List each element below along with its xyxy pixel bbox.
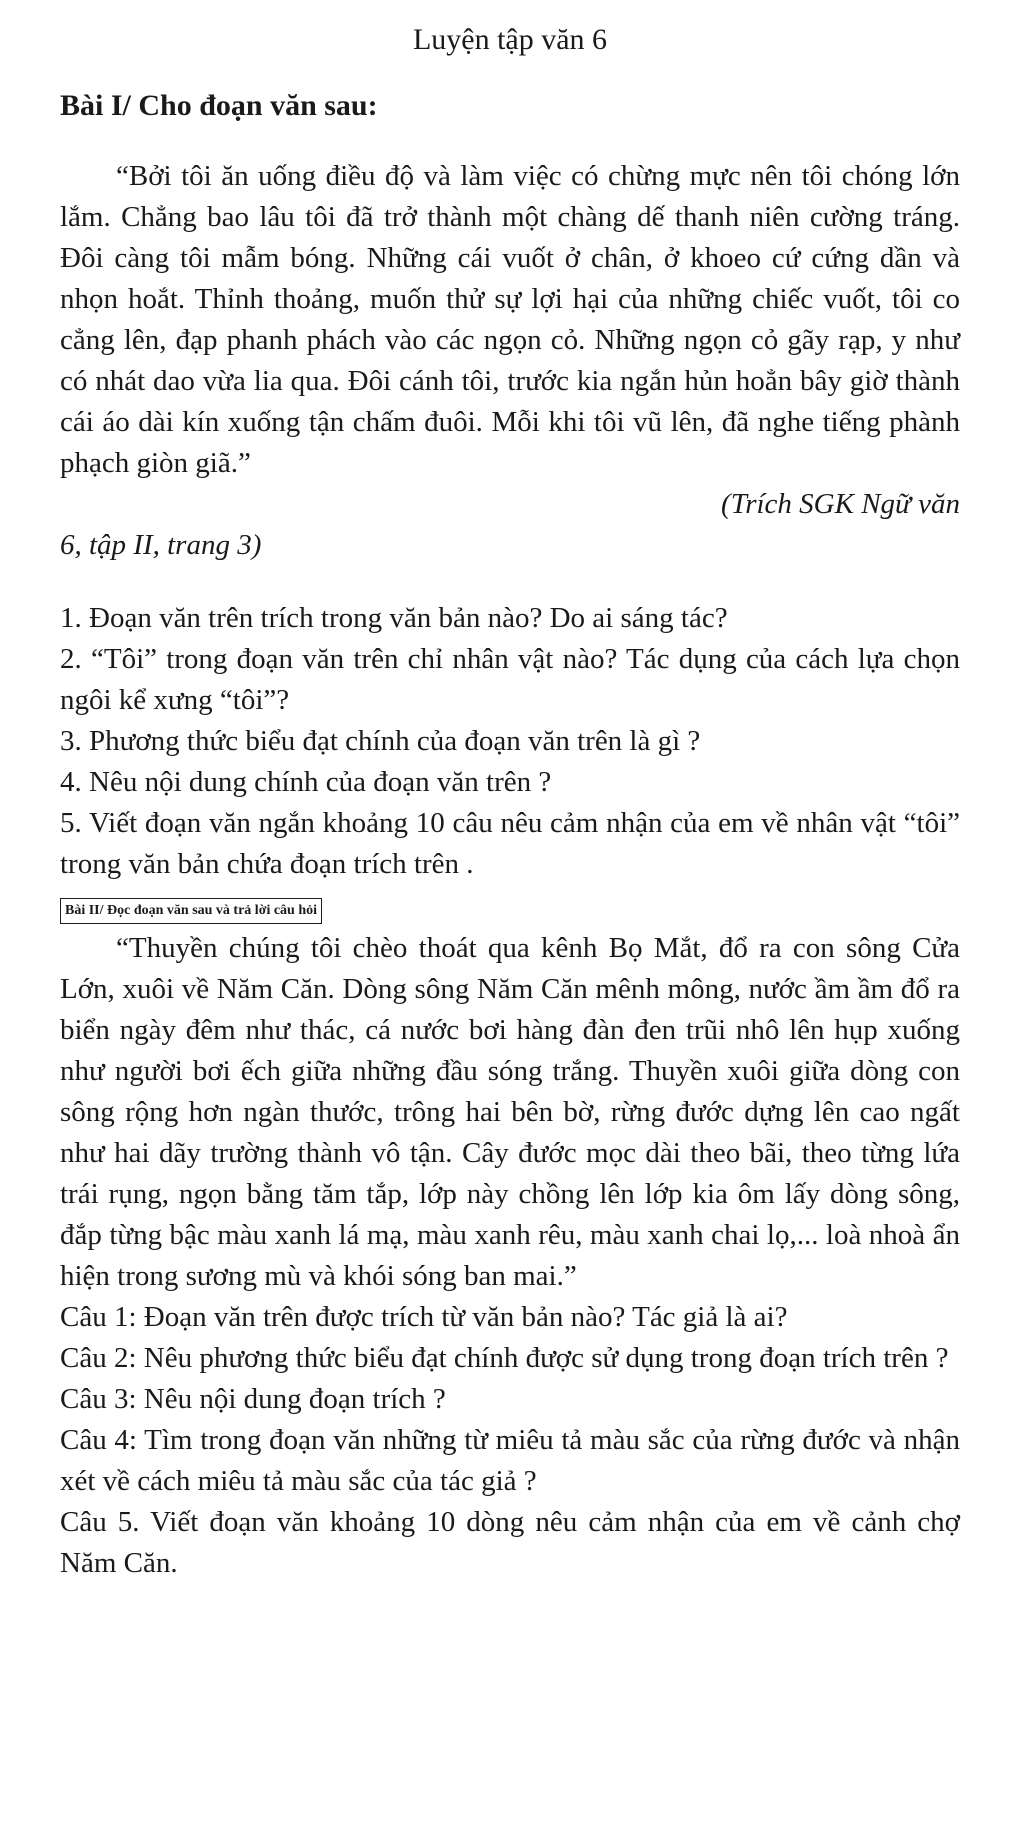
part2-question: Câu 3: Nêu nội dung đoạn trích ? [60, 1383, 446, 1415]
part1-question: 2. “Tôi” trong đoạn văn trên chỉ nhân vật nào? Tác dụng của cách lựa chọn ngôi kể xưng “tôi”? [60, 643, 960, 716]
part1-source-line1: (Trích SGK Ngữ văn [721, 488, 960, 520]
document-page [60, 18, 960, 1584]
part2-questions [60, 1297, 960, 1584]
part2-question: Câu 1: Đoạn văn trên được trích từ văn bản nào? Tác giả là ai? [60, 1301, 788, 1333]
part1-questions [60, 598, 960, 885]
part1-passage: “Bởi tôi ăn uống điều độ và làm việc có chừng mực nên tôi chóng lớn lắm. Chẳng bao lâu tôi đã trở thành một chàng dế thanh niên cường tráng. Đôi càng tôi mẫm bóng. Những cái vuốt ở chân, ở khoeo cứ cứng dần và nhọn hoắt. Thỉnh thoảng, muốn thử sự lợi hại của những chiếc vuốt, tôi co cẳng lên, đạp phanh phách vào các ngọn cỏ. Những ngọn cỏ gãy rạp, y như có nhát dao vừa lia qua. Đôi cánh tôi, trước kia ngắn hủn hoẳn bây giờ thành cái áo dài kín xuống tận chấm đuôi. Mỗi khi tôi vũ lên, đã nghe tiếng phành phạch giòn giã.” [60, 160, 960, 479]
part1-question: 4. Nêu nội dung chính của đoạn văn trên ? [60, 766, 552, 798]
part1-question: 3. Phương thức biểu đạt chính của đoạn văn trên là gì ? [60, 725, 701, 757]
document-title: Luyện tập văn 6 [412, 23, 608, 56]
part1-question: 5. Viết đoạn văn ngắn khoảng 10 câu nêu cảm nhận của em về nhân vật “tôi” trong văn bản chứa đoạn trích trên . [60, 807, 960, 880]
part2-question: Câu 2: Nêu phương thức biểu đạt chính được sử dụng trong đoạn trích trên ? [60, 1342, 949, 1374]
part2-heading: Bài II/ Đọc đoạn văn sau và trả lời câu hỏi [60, 898, 322, 924]
part1-source-line2: 6, tập II, trang 3) [60, 529, 262, 561]
part1-question: 1. Đoạn văn trên trích trong văn bản nào? Do ai sáng tác? [60, 602, 728, 634]
part2-question: Câu 4: Tìm trong đoạn văn những từ miêu tả màu sắc của rừng đước và nhận xét về cách miêu tả màu sắc của tác giả ? [60, 1424, 960, 1497]
part1-heading: Bài I/ Cho đoạn văn sau: [60, 89, 378, 122]
part2-passage: “Thuyền chúng tôi chèo thoát qua kênh Bọ Mắt, đổ ra con sông Cửa Lớn, xuôi về Năm Căn. Dòng sông Năm Căn mênh mông, nước ầm ầm đổ ra biển ngày đêm như thác, cá nước bơi hàng đàn đen trũi nhô lên hụp xuống như người bơi ếch giữa những đầu sóng trắng. Thuyền xuôi giữa dòng con sông rộng hơn ngàn thước, trông hai bên bờ, rừng đước dựng lên cao ngất như hai dãy trường thành vô tận. Cây đước mọc dài theo bãi, theo từng lứa trái rụng, ngọn bằng tăm tắp, lớp này chồng lên lớp kia ôm lấy dòng sông, đắp từng bậc màu xanh lá mạ, màu xanh rêu, màu xanh chai lọ,... loà nhoà ẩn hiện trong sương mù và khói sóng ban mai.” [60, 932, 960, 1292]
part2-question: Câu 5. Viết đoạn văn khoảng 10 dòng nêu cảm nhận của em về cảnh chợ Năm Căn. [60, 1506, 960, 1579]
